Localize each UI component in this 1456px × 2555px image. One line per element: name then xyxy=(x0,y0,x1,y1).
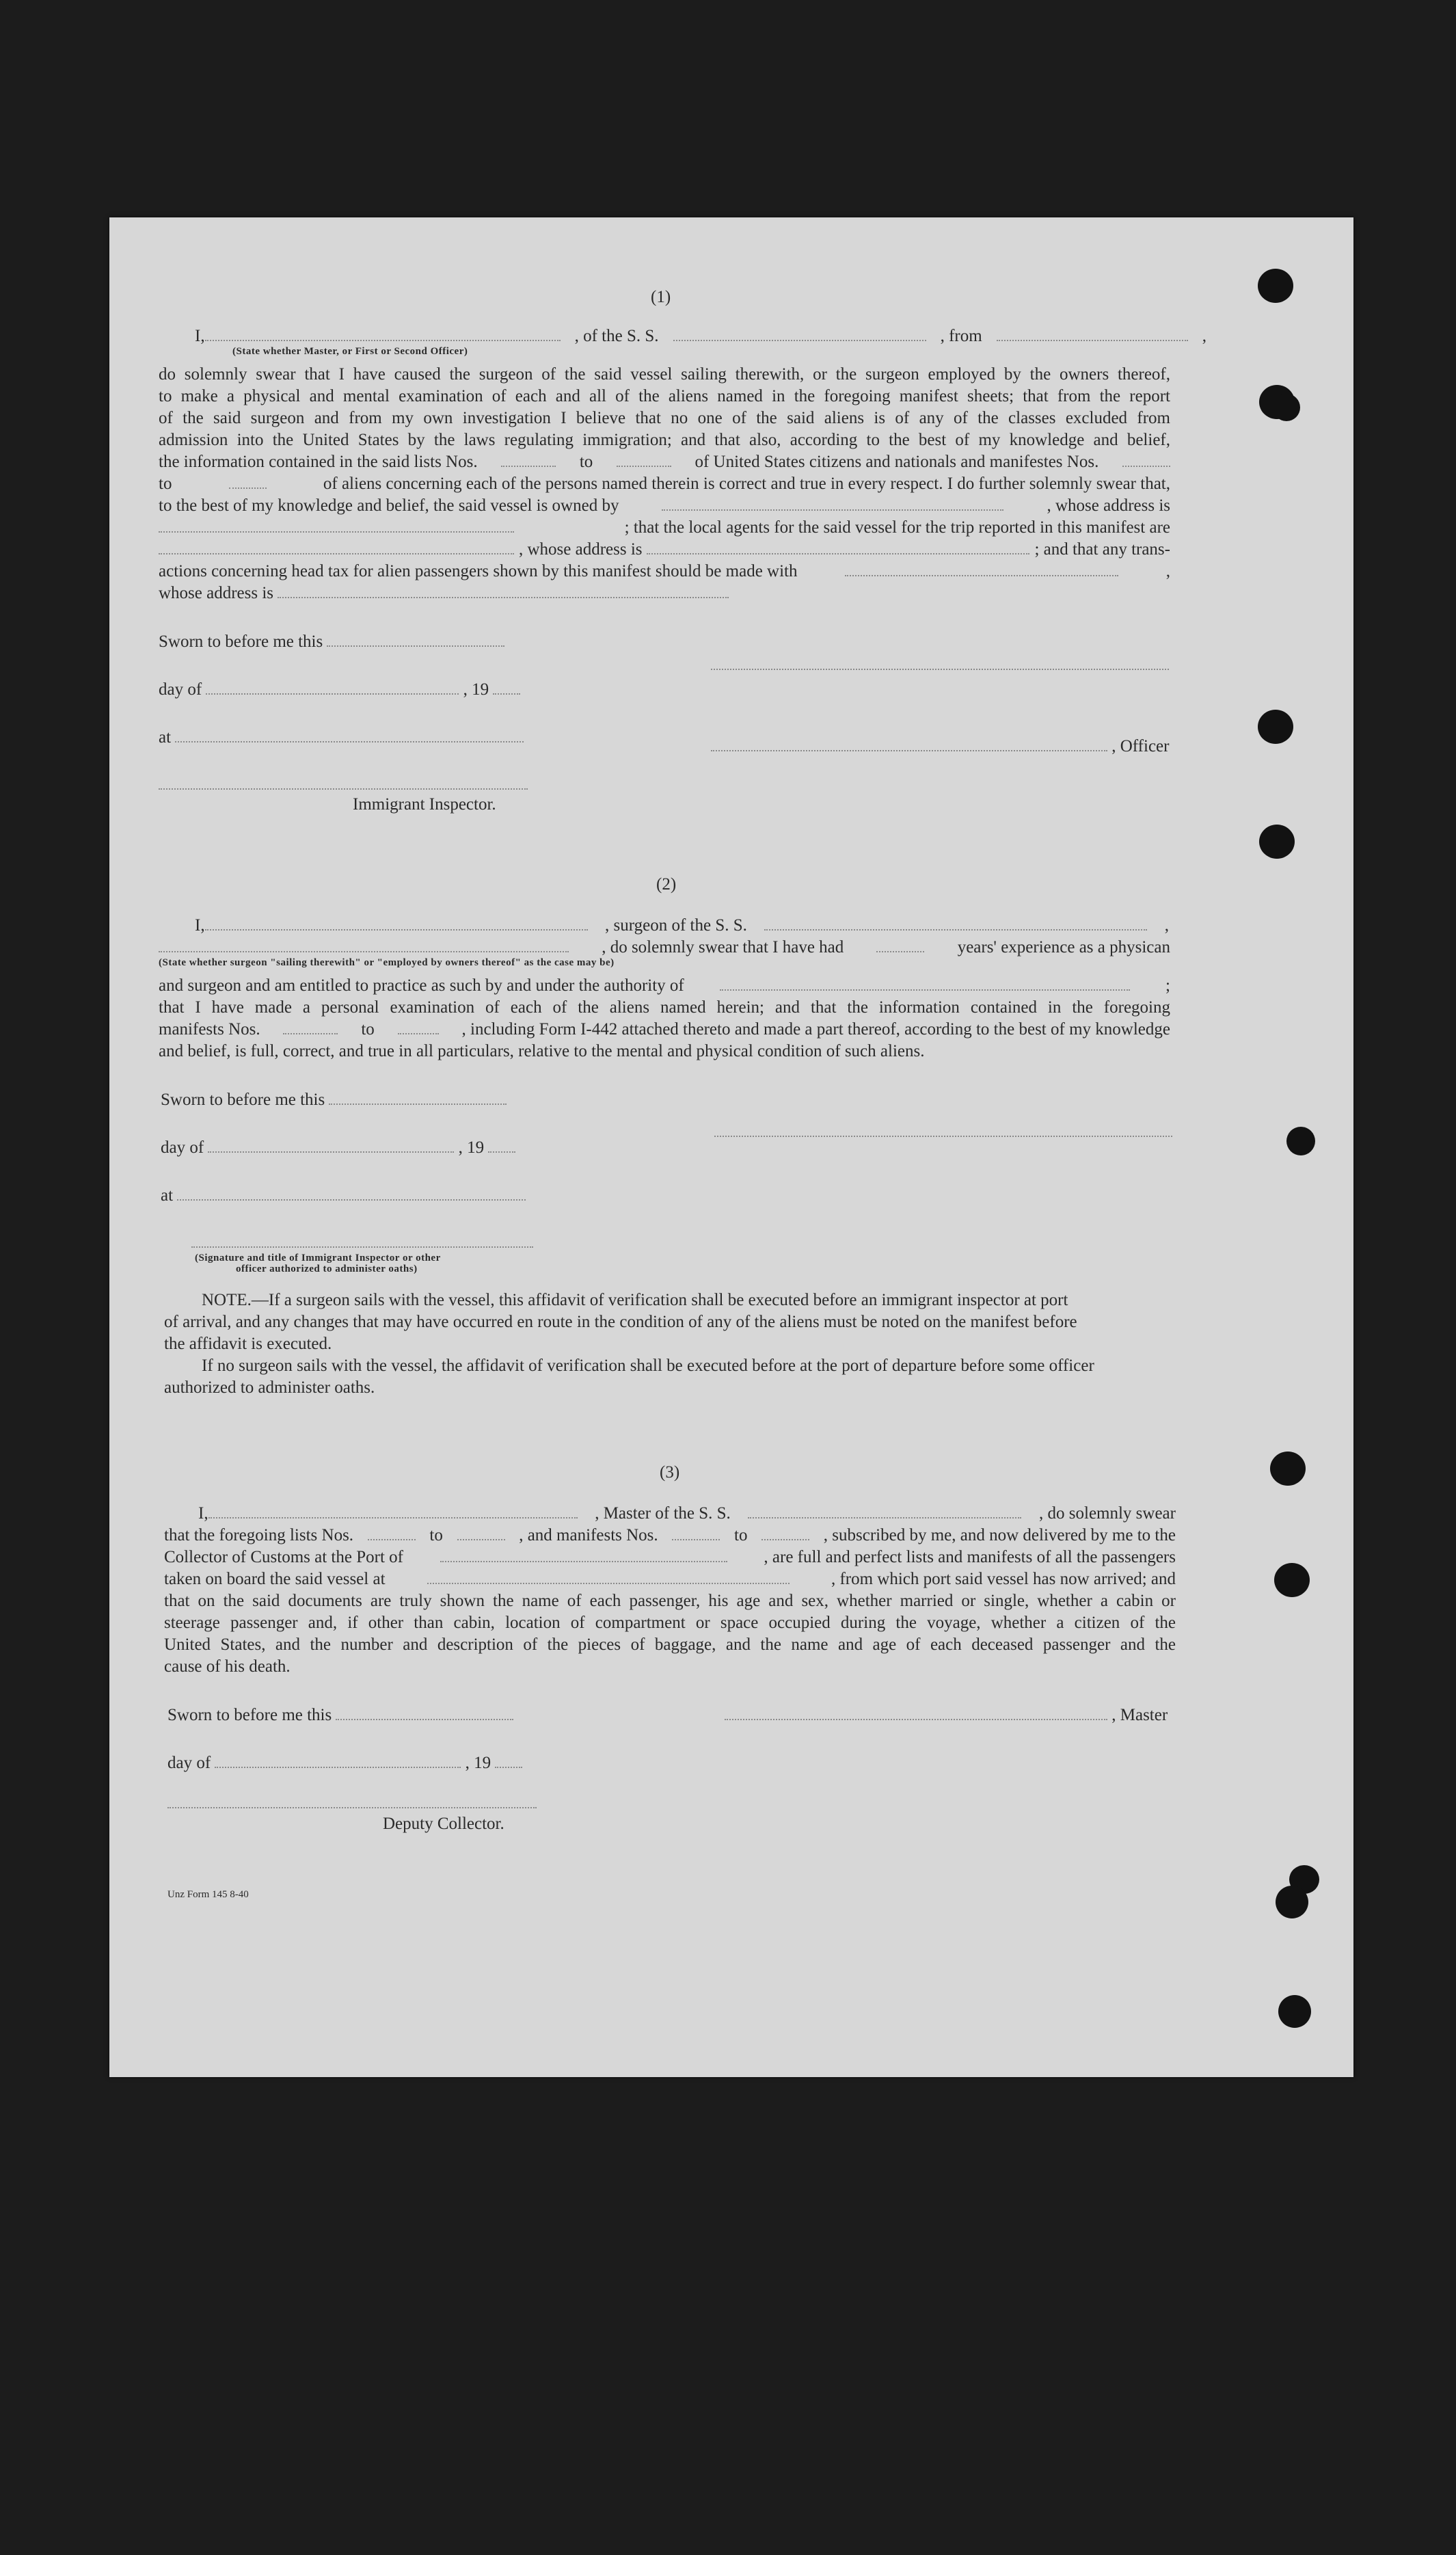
head-tax-address-label: whose address is xyxy=(159,584,274,602)
subscribed-text: , subscribed by me, and now delivered by me to the xyxy=(823,1526,1176,1544)
day-of-label-3: day of xyxy=(167,1754,211,1772)
section-1-i: I, xyxy=(195,327,205,345)
authority-blank xyxy=(720,977,1130,991)
perfect-lists-text: , are full and perfect lists and manifests of all the passengers xyxy=(764,1548,1176,1566)
section-2-line-1 xyxy=(195,915,1169,937)
agents-blank xyxy=(159,541,514,554)
at-label: at xyxy=(159,728,172,747)
section-2-at xyxy=(161,1185,526,1207)
officer-signature-line xyxy=(711,669,1169,670)
manifests-to-label: to xyxy=(159,474,172,493)
master-lists-label: that the foregoing lists Nos. xyxy=(164,1526,354,1544)
section-2-number: (2) xyxy=(656,875,677,894)
section-3-text-line-6: steerage passenger and, if other than cabin, location of compartment or space occupied during the voyage, whether a citizen of the xyxy=(164,1614,1176,1632)
day-of-blank-2 xyxy=(208,1139,454,1153)
punch-hole-7 xyxy=(1270,1452,1306,1486)
master-lists-to-blank xyxy=(457,1527,505,1540)
year-blank xyxy=(493,681,520,695)
at-label-2: at xyxy=(161,1186,174,1205)
note-paragraph-1-line-1: NOTE.—If a surgeon sails with the vessel, this affidavit of verification shall be executed before an immigrant inspector at port xyxy=(202,1291,1068,1309)
signature-note-2: officer authorized to administer oaths) xyxy=(236,1263,418,1274)
section-2-line-6: and belief, is full, correct, and true in all particulars, relative to the mental and physical condition of such aliens. xyxy=(159,1042,925,1060)
punch-hole-8 xyxy=(1274,1563,1310,1597)
manifests-nos-label: of United States citizens and nationals and manifestes Nos. xyxy=(695,453,1099,471)
officer-name-blank xyxy=(205,327,561,341)
sworn-blank-2 xyxy=(329,1091,507,1105)
arrived-text: , from which port said vessel has now arrived; and xyxy=(831,1570,1176,1588)
section-3-text-line-7: United States, and the number and description of the pieces of baggage, and the name and age of each deceased passenger and the xyxy=(164,1635,1176,1654)
section-3-text-line-8: cause of his death. xyxy=(164,1657,291,1676)
section-1-text-line-5 xyxy=(159,451,1170,473)
master-lists-to: to xyxy=(429,1526,443,1544)
head-tax-end: , xyxy=(1165,562,1170,580)
sworn-label: Sworn to before me this xyxy=(159,632,323,651)
section-1-text-line-6-text: of aliens concerning each of the persons named therein is correct and true in every respect. I do further solemnly swear that, xyxy=(323,474,1170,493)
punch-hole-1 xyxy=(1258,269,1293,303)
deputy-collector-label: Deputy Collector. xyxy=(383,1815,504,1833)
inspector-signature-line-2 xyxy=(191,1246,533,1248)
master-manifests-to-blank xyxy=(761,1527,809,1540)
section-1-text-line-7 xyxy=(159,495,1170,517)
local-agents-label: ; that the local agents for the said vessel for the trip reported in this manifest are xyxy=(624,518,1170,537)
section-2-line-4: that I have made a personal examination of each of the aliens named herein; and that the information contained in the foregoing xyxy=(159,998,1170,1017)
immigrant-inspector-label: Immigrant Inspector. xyxy=(353,795,496,814)
section-1-from-end: , xyxy=(1202,327,1206,345)
surgeon-manifests-blank xyxy=(283,1021,338,1034)
section-3-line-2 xyxy=(164,1525,1176,1547)
section-1-text-line-11 xyxy=(159,583,729,604)
owner-blank xyxy=(662,497,1003,511)
day-of-label: day of xyxy=(159,680,202,699)
section-2-day-of xyxy=(161,1137,515,1159)
section-1-text-line-9 xyxy=(159,539,1170,561)
officer-label: , Officer xyxy=(1111,737,1170,755)
manifests-nos-blank xyxy=(1122,453,1170,467)
day-of-blank-3 xyxy=(215,1754,461,1768)
day-of-label-2: day of xyxy=(161,1138,204,1157)
punch-hole-4 xyxy=(1258,710,1293,744)
section-3-master-signature xyxy=(725,1704,1168,1726)
section-1-day-of xyxy=(159,679,520,701)
note-paragraph-1-line-2: of arrival, and any changes that may have occurred en route in the condition of any of the aliens must be noted on the manifest before xyxy=(164,1313,1077,1331)
vessel-name-blank xyxy=(673,327,926,341)
at-blank-2 xyxy=(177,1187,526,1201)
form-number: Unz Form 145 8-40 xyxy=(167,1889,249,1900)
sworn-blank-3 xyxy=(336,1707,513,1720)
taken-on-board-blank xyxy=(427,1570,790,1584)
signature-note-1: (Signature and title of Immigrant Inspector or other xyxy=(195,1253,441,1263)
section-3-text-line-5: that on the said documents are truly shown the name of each passenger, his age and sex, whether married or single, whether a cabin or xyxy=(164,1592,1176,1610)
year-blank-3 xyxy=(495,1754,522,1768)
transactions-start: ; and that any trans- xyxy=(1034,540,1170,559)
punch-hole-11 xyxy=(1278,1995,1311,2028)
form-i442-text: , including Form I-442 attached thereto and made a part thereof, according to the best of my knowledge xyxy=(461,1020,1170,1039)
year-blank-2 xyxy=(488,1139,515,1153)
officer-title-blank xyxy=(711,738,1107,751)
master-signature-blank xyxy=(725,1707,1107,1720)
collector-signature-line xyxy=(167,1807,537,1808)
lists-to-blank xyxy=(617,453,671,467)
surgeon-vessel-blank xyxy=(764,917,1147,931)
surgeon-manifests-to: to xyxy=(361,1020,375,1039)
surgeon-manifests-to-blank xyxy=(398,1021,439,1034)
section-1-of-ss: , of the S. S. xyxy=(574,327,659,345)
punch-hole-10 xyxy=(1276,1886,1308,1918)
section-1-text-line-8 xyxy=(159,517,1170,539)
years-blank xyxy=(876,939,924,952)
note-paragraph-1-line-3: the affidavit is executed. xyxy=(164,1335,332,1353)
section-1-text-line-3: of the said surgeon and from my own investigation I believe that no one of the said aliens is of any of the classes excluded from xyxy=(159,409,1170,427)
section-1-sworn xyxy=(159,631,504,653)
section-1-text-line-2: to make a physical and mental examination of each and all of the aliens named in the foregoing manifest sheets; that from the report xyxy=(159,387,1170,405)
section-3-number: (3) xyxy=(660,1463,680,1482)
inspector-signature-line xyxy=(159,788,528,790)
manifest-affidavit-page xyxy=(109,217,1353,2077)
at-blank xyxy=(175,729,524,743)
lists-nos-label: the information contained in the said lists Nos. xyxy=(159,453,478,471)
surgeon-manifests-label: manifests Nos. xyxy=(159,1020,260,1039)
years-experience-label: , do solemnly swear that I have had xyxy=(602,938,844,957)
section-1-from: , from xyxy=(940,327,982,345)
section-1-at xyxy=(159,727,524,749)
surgeon-status-blank xyxy=(159,939,569,952)
owned-by-label: to the best of my knowledge and belief, the said vessel is owned by xyxy=(159,496,619,515)
section-3-day-of xyxy=(167,1752,522,1774)
section-1-text-line-4: admission into the United States by the laws regulating immigration; and that also, according to the best of my knowledge and belief, xyxy=(159,431,1170,449)
master-label: , Master xyxy=(1111,1706,1168,1724)
master-manifests-blank xyxy=(672,1527,720,1540)
punch-hole-5 xyxy=(1259,825,1295,859)
section-1-text-line-6 xyxy=(159,473,1170,495)
master-swear-label: , do solemnly swear xyxy=(1039,1504,1176,1523)
section-1-officer-note: (State whether Master, or First or Second Officer) xyxy=(232,346,468,357)
head-tax-label: actions concerning head tax for alien passengers shown by this manifest should be made with xyxy=(159,562,798,580)
taken-on-board-label: taken on board the said vessel at xyxy=(164,1570,386,1588)
section-1-text-line-10 xyxy=(159,561,1170,583)
section-1-number: (1) xyxy=(651,288,671,306)
section-2-line-3 xyxy=(159,975,1170,997)
master-of-label: , Master of the S. S. xyxy=(595,1504,731,1523)
year-label-3: , 19 xyxy=(465,1754,491,1772)
head-tax-address-blank xyxy=(278,585,729,598)
surgeon-of-end: , xyxy=(1164,916,1169,935)
section-3-line-1 xyxy=(198,1503,1176,1525)
section-1-officer-line xyxy=(711,736,1169,758)
punch-hole-3 xyxy=(1273,394,1300,421)
section-3-line-4 xyxy=(164,1568,1176,1590)
section-3-sworn xyxy=(167,1704,513,1726)
physician-label: years' experience as a physican xyxy=(957,938,1170,957)
surgeon-name-blank xyxy=(205,917,588,931)
owner-address-blank xyxy=(159,519,514,533)
sworn-label-3: Sworn to before me this xyxy=(167,1706,332,1724)
year-label-2: , 19 xyxy=(458,1138,485,1157)
note-paragraph-2-line-1: If no surgeon sails with the vessel, the affidavit of verification shall be executed before at the port of departure before some officer xyxy=(202,1356,1094,1375)
master-lists-blank xyxy=(368,1527,416,1540)
owner-address-label: , whose address is xyxy=(1047,496,1170,515)
note-paragraph-2-line-2: authorized to administer oaths. xyxy=(164,1378,375,1397)
lists-nos-blank xyxy=(501,453,556,467)
day-of-blank xyxy=(206,681,459,695)
collector-port-blank xyxy=(440,1549,727,1562)
authority-label: and surgeon and am entitled to practice as such by and under the authority of xyxy=(159,976,684,995)
section-3-i: I, xyxy=(198,1504,208,1523)
sworn-label-2: Sworn to before me this xyxy=(161,1091,325,1109)
agents-address-label: , whose address is xyxy=(518,540,643,559)
punch-hole-6 xyxy=(1286,1127,1315,1155)
surgeon-of-label: , surgeon of the S. S. xyxy=(605,916,747,935)
master-name-blank xyxy=(208,1505,578,1519)
section-2-line-5 xyxy=(159,1019,1170,1041)
section-2-sworn xyxy=(161,1089,507,1111)
authority-end: ; xyxy=(1165,976,1170,995)
head-tax-blank xyxy=(845,563,1118,576)
master-vessel-blank xyxy=(748,1505,1021,1519)
section-1-line-1 xyxy=(195,325,1206,347)
collector-port-label: Collector of Customs at the Port of xyxy=(164,1548,403,1566)
section-2-surgeon-note: (State whether surgeon "sailing therewith" or "employed by owners thereof" as the case may be) xyxy=(159,957,615,968)
sworn-blank xyxy=(327,633,504,647)
from-port-blank xyxy=(997,327,1188,341)
manifests-to-blank xyxy=(229,475,267,489)
lists-to-label: to xyxy=(579,453,593,471)
section-3-line-3 xyxy=(164,1547,1176,1568)
section-2-line-2 xyxy=(159,937,1170,959)
section-2-i: I, xyxy=(195,916,205,935)
agents-address-blank xyxy=(647,541,1029,554)
section-1-text-line-1: do solemnly swear that I have caused the surgeon of the said vessel sailing therewith, or the surgeon employed by the owners thereof, xyxy=(159,365,1170,384)
year-label: , 19 xyxy=(463,680,489,699)
surgeon-signature-line xyxy=(714,1136,1172,1137)
master-manifests-label: , and manifests Nos. xyxy=(519,1526,658,1544)
master-manifests-to: to xyxy=(734,1526,748,1544)
